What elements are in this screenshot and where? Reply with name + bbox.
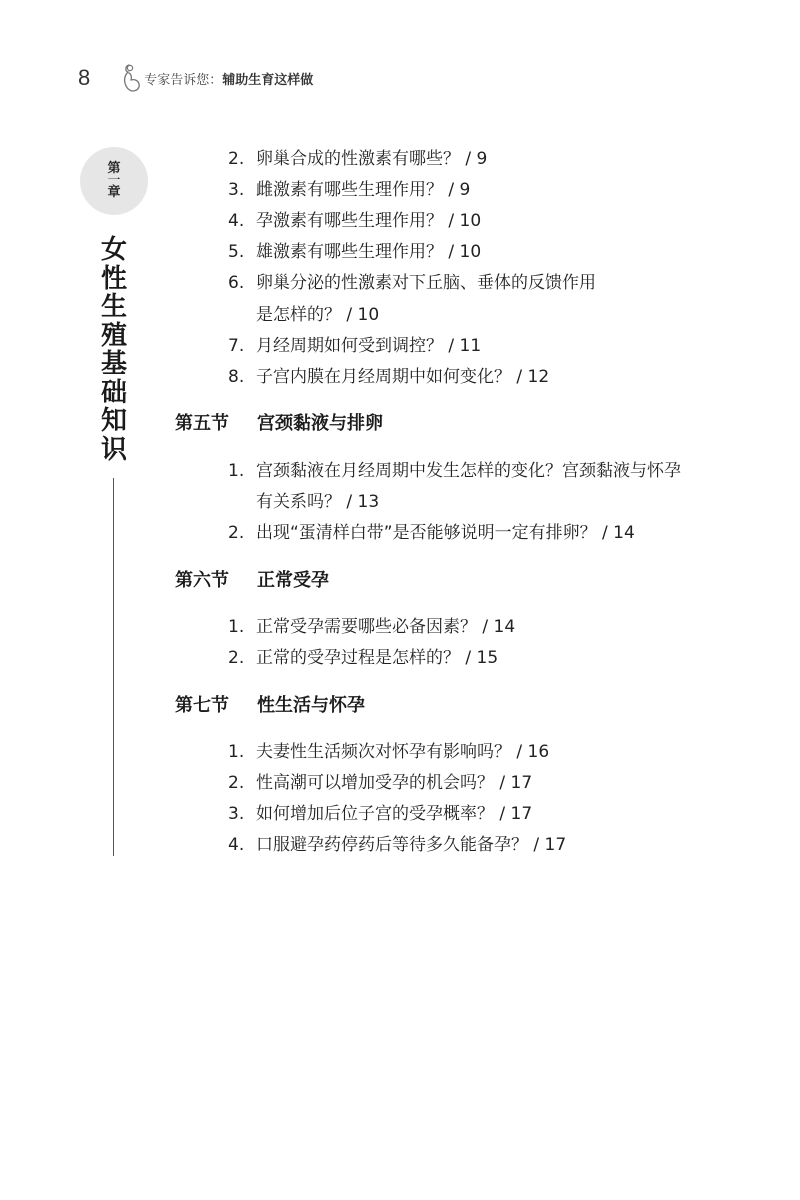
toc-item[interactable]: 2. 正常的受孕过程是怎样的？ / 15	[228, 648, 499, 668]
toc-item[interactable]: 2. 性高潮可以增加受孕的机会吗？ / 17	[228, 773, 533, 793]
toc-item[interactable]: 5. 雄激素有哪些生理作用？ / 10	[228, 242, 482, 262]
chapter-badge-char: 章	[107, 185, 121, 200]
toc-item[interactable]: 4. 孕激素有哪些生理作用？ / 10	[228, 211, 482, 231]
toc-item[interactable]: 4. 口服避孕药停药后等待多久能备孕？ / 17	[228, 835, 567, 855]
chapter-title-char: 性	[100, 263, 127, 294]
chapter-title-char: 础	[100, 377, 127, 408]
chapter-title-char: 女	[100, 235, 127, 265]
toc-item-continuation[interactable]: 是怎样的？ / 10	[256, 305, 380, 325]
chapter-title-char: 生	[100, 292, 127, 322]
chapter-title-char: 识	[100, 434, 127, 465]
chapter-title-char: 殖	[100, 320, 127, 351]
toc-item[interactable]: 2. 卵巢合成的性激素有哪些？ / 9	[228, 149, 488, 169]
toc-item[interactable]: 3. 雌激素有哪些生理作用？ / 9	[228, 180, 471, 200]
book-title: 专家告诉您：辅助生育这样做	[144, 72, 314, 88]
chapter-badge-char: 第	[107, 161, 121, 176]
toc-item[interactable]: 1. 正常受孕需要哪些必备因素？ / 14	[228, 617, 516, 637]
toc-item[interactable]: 3. 如何增加后位子宫的受孕概率？ / 17	[228, 804, 533, 824]
toc-item[interactable]: 2. 出现“蛋清样白带”是否能够说明一定有排卵？ / 14	[228, 523, 635, 543]
chapter-badge-char: 一	[107, 173, 121, 188]
toc-item[interactable]: 7. 月经周期如何受到调控？ / 11	[228, 336, 482, 356]
toc-item[interactable]: 1. 宫颈黏液在月经周期中发生怎样的变化？宫颈黏液与怀孕	[228, 461, 681, 481]
pregnant-woman-icon	[120, 63, 142, 93]
chapter-badge	[80, 147, 148, 215]
section-heading[interactable]: 第七节 性生活与怀孕	[175, 695, 365, 716]
section-heading[interactable]: 第五节 宫颈黏液与排卵	[175, 413, 383, 434]
toc-item-continuation[interactable]: 有关系吗？ / 13	[256, 492, 380, 512]
chapter-title-char: 基	[100, 349, 127, 379]
page-number: 8	[78, 65, 91, 90]
chapter-title-char: 知	[100, 406, 127, 436]
chapter-divider-line	[113, 478, 114, 856]
toc-item[interactable]: 8. 子宫内膜在月经周期中如何变化？ / 12	[228, 367, 550, 387]
chapter-title	[95, 236, 133, 464]
section-heading[interactable]: 第六节 正常受孕	[175, 570, 329, 591]
toc-item[interactable]: 1. 夫妻性生活频次对怀孕有影响吗？ / 16	[228, 742, 550, 762]
toc-item[interactable]: 6. 卵巢分泌的性激素对下丘脑、垂体的反馈作用	[228, 273, 596, 293]
running-header	[78, 62, 313, 94]
